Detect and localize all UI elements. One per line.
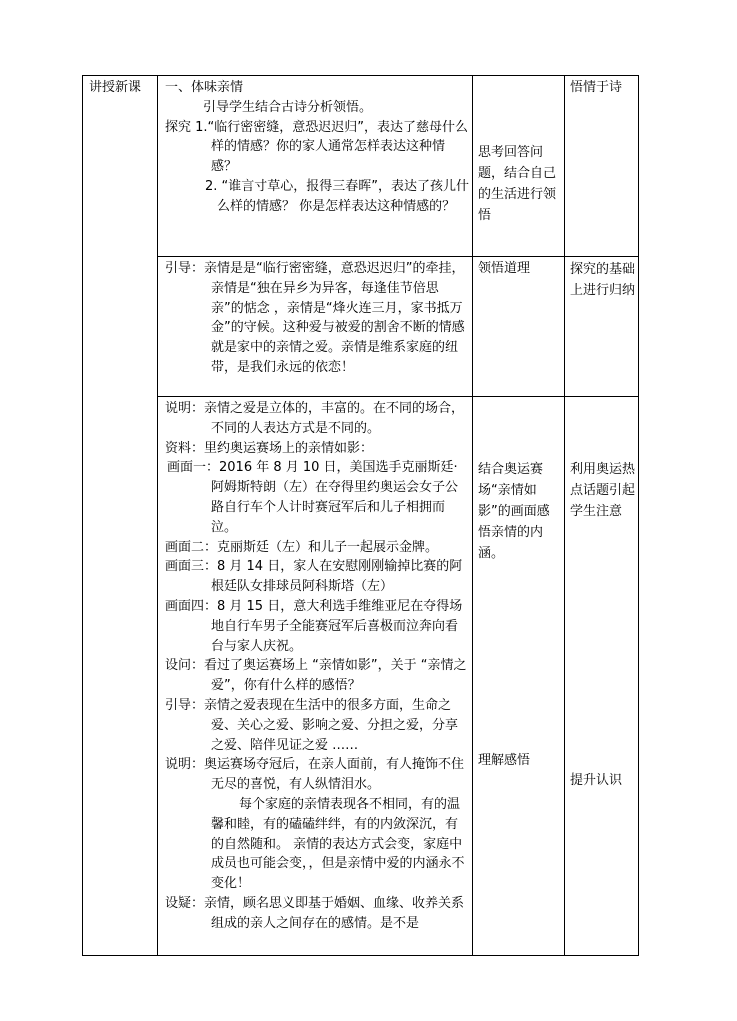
- guide-paragraph: 引导：亲情是是“临行密密缝，意恐迟迟归”的牵挂，亲情是“独在异乡为异客，每逢佳节倍思亲”的惦念 ，亲情是“烽火连三月，家书抵万金”的守候。这种爱与被爱的割舍不断的情感就是家中的亲情之爱。亲情是维系家庭的纽带，是我们永远的依恋！: [165, 261, 465, 375]
- row3-intent-b: 提升认识: [570, 773, 623, 788]
- row2-intent: 探究的基础上进行归纳: [570, 262, 636, 298]
- inquiry-2-text: 2. “谁言寸草心，报得三春晖”，表达了孩儿什么样的情感？ 你是怎样表达这种情感的？: [205, 178, 470, 214]
- explain-1: 说明：亲情之爱是立体的，丰富的。在不同的场合，不同的人表达方式是不同的。: [165, 401, 465, 436]
- column-divider: [472, 76, 473, 955]
- scene-3: 画面三：8 月 14 日，家人在安慰刚刚输掉比赛的阿根廷队女排球员阿科斯塔（左）: [165, 559, 463, 595]
- row1-student: 思考回答问题，结合自己的生活进行领悟: [478, 145, 557, 223]
- scene-4: 画面四：8 月 15 日，意大利选手维维亚尼在夺得场地自行车男子全能赛冠军后喜极而泣奔向看台与家人庆祝。: [165, 598, 463, 654]
- inquiry-2: [165, 177, 469, 217]
- row-divider: [158, 396, 638, 397]
- scene-1: 画面一：2016 年 8 月 10 日，美国选手克丽斯廷·阿姆斯特朗（左）在夺得里约奥运会女子公路自行车个人计时赛冠军后和儿子相拥而泣。: [167, 460, 459, 535]
- section-heading: 一、体味亲情: [165, 80, 244, 95]
- doubt: 设疑：亲情，顾名思义即基于婚姻、血缘、收养关系组成的亲人之间存在的感情。是不是: [165, 895, 465, 931]
- lesson-plan-table: [82, 75, 639, 956]
- row3-student-b: 理解感悟: [478, 753, 531, 768]
- column-divider: [564, 76, 565, 955]
- question: 设问：看过了奥运赛场上 “亲情如影”，关于 “亲情之爱”，你有什么样的感悟？: [165, 658, 467, 694]
- row1-intent: 悟情于诗: [570, 80, 623, 95]
- row-divider: [158, 256, 638, 257]
- intro-line: 引导学生结合古诗分析领悟。: [203, 99, 373, 115]
- scene-2: 画面二：克丽斯廷（左）和儿子一起展示金牌。: [165, 539, 439, 555]
- row2-student: 领悟道理: [478, 261, 531, 276]
- guide-2: 引导：亲情之爱表现在生活中的很多方面，生命之爱、关心之爱、影响之爱、分担之爱，分享之爱、陪伴见证之爱 ……: [165, 697, 459, 753]
- column-divider: [157, 76, 158, 955]
- explain-2-continued: 每个家庭的亲情表现各不相同，有的温馨和睦，有的磕磕绊绊，有的内敛深沉，有的自然随和。 亲情的表达方式会变，家庭中成员也可能会变，，但是亲情中爱的内涵永不变化！: [211, 796, 465, 892]
- material: 资料：里约奥运赛场上的亲情如影：: [165, 440, 374, 456]
- section-label: 讲授新课: [89, 80, 142, 95]
- explain-2: 说明：奥运赛场夺冠后，在亲人面前，有人掩饰不住无尽的喜悦，有人纵情泪水。: [165, 757, 465, 793]
- row3-student-a: 结合奥运赛场“亲情如影”的画面感悟亲情的内涵。: [478, 462, 550, 561]
- row2-content: [165, 259, 469, 378]
- row1-content: [165, 78, 469, 217]
- row3-content: [165, 399, 469, 934]
- row3-intent-a: 利用奥运热点话题引起学生注意: [570, 462, 636, 519]
- inquiry-1: 探究 1.“临行密密缝，意恐迟迟归”，表达了慈母什么样的情感？你的家人通常怎样表达这种情感？: [165, 119, 469, 175]
